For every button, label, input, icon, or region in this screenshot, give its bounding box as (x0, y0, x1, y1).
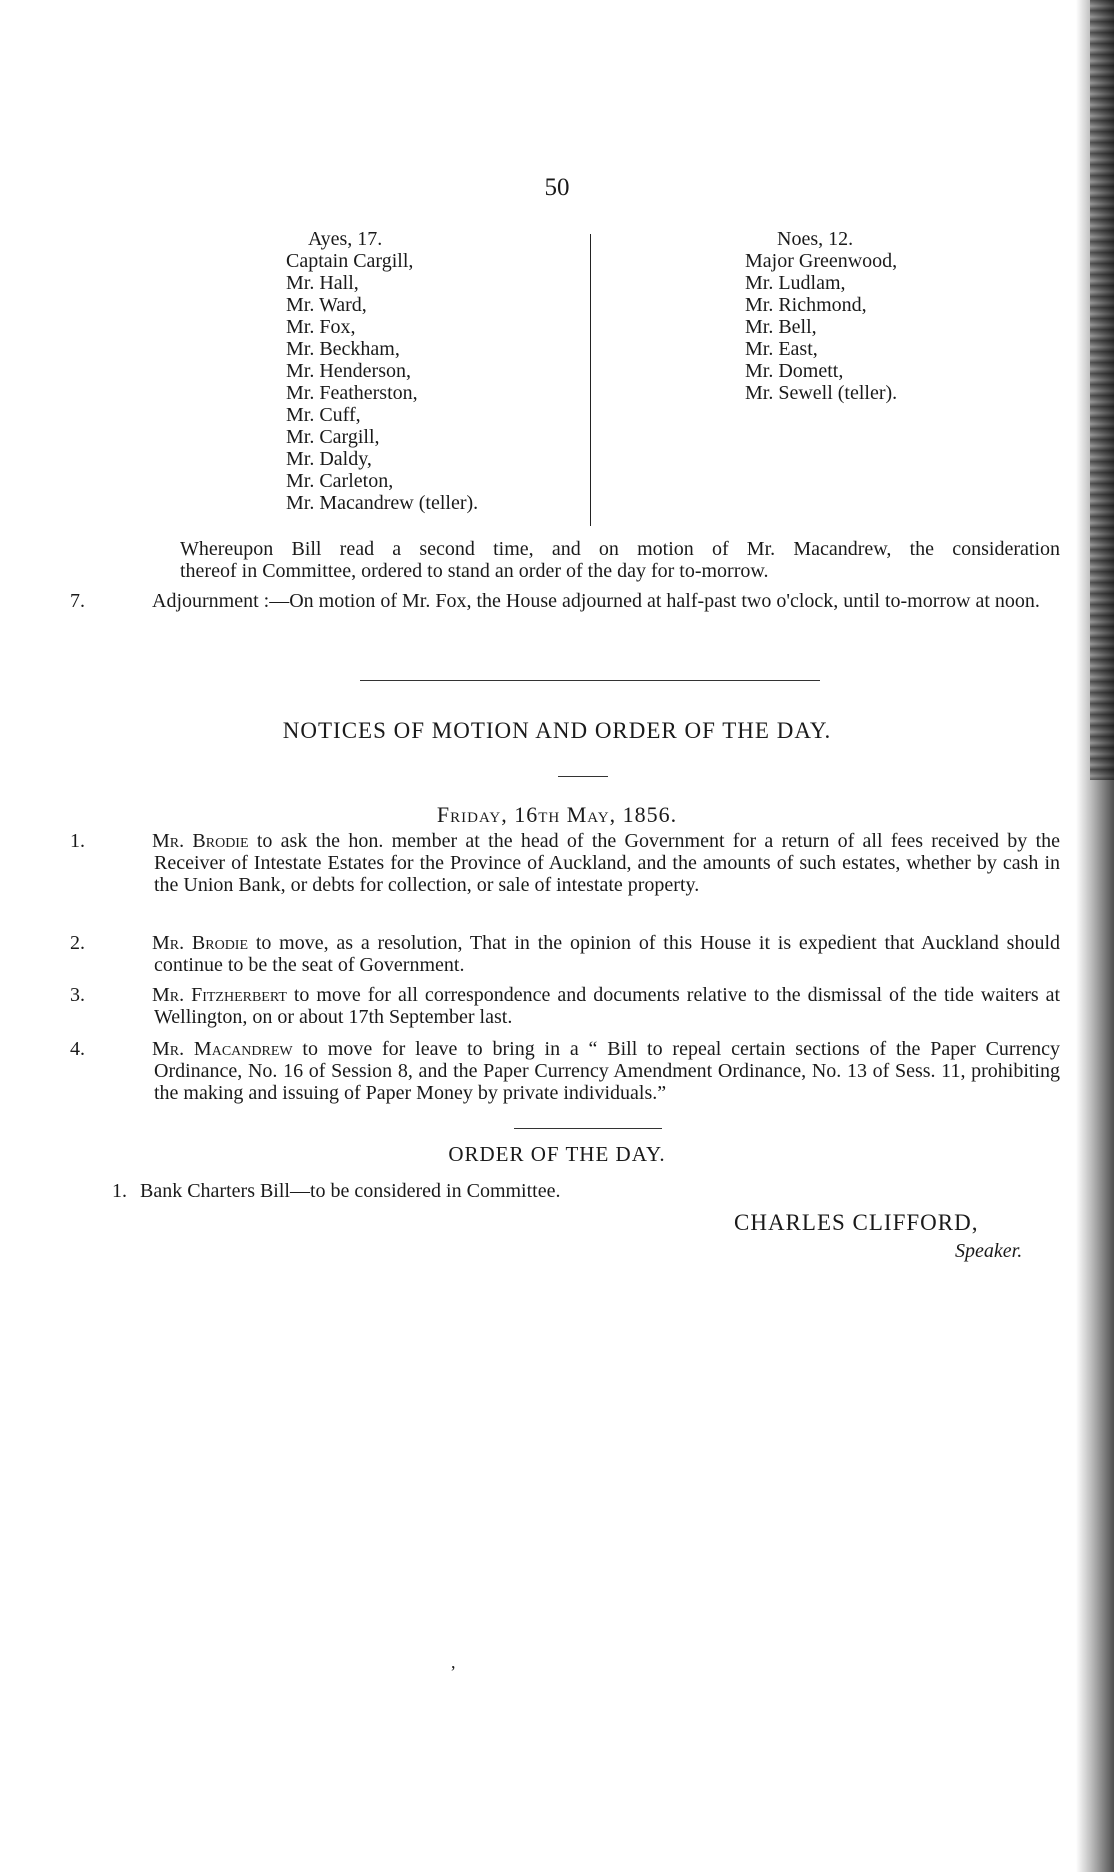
noes-member: Mr. Ludlam, (745, 272, 846, 294)
noes-member: Mr. Richmond, (745, 294, 867, 316)
section-divider (360, 680, 820, 681)
vote-divider (590, 234, 591, 526)
ayes-member: Mr. Hall, (286, 272, 359, 294)
adjournment-text: Adjournment :—On motion of Mr. Fox, the House adjourned at half-past two o'clock, until to-morrow at noon. (152, 590, 1040, 612)
ayes-member: Mr. Henderson, (286, 360, 411, 382)
ayes-member: Captain Cargill, (286, 250, 414, 272)
adjournment-item (70, 590, 1060, 612)
whereupon-line-2: thereof in Committee, ordered to stand an order of the day for to-morrow. (180, 560, 769, 582)
whereupon-line-1: Whereupon Bill read a second time, and on motion of Mr. Macandrew, the consideration (180, 538, 1060, 560)
noes-column (745, 228, 897, 404)
signature-name: CHARLES CLIFFORD, (734, 1210, 979, 1235)
ayes-member: Mr. Daldy, (286, 448, 372, 470)
motion-number: 1. (70, 830, 85, 852)
date-line: Friday, 16th May, 1856. (436, 802, 678, 827)
whereupon-paragraph (180, 538, 1060, 582)
order-text: Bank Charters Bill—to be considered in Committee. (140, 1180, 561, 1202)
ayes-member: Mr. Macandrew (teller). (286, 492, 479, 514)
page-edge-texture (1090, 0, 1114, 780)
motion-item (70, 830, 1061, 896)
motion-text: to move, as a resolution, That in the opinion of this House it is expedient that Auckland should continue to be the seat of Government. (154, 932, 1061, 976)
short-divider (558, 776, 608, 777)
ayes-member: Mr. Fox, (286, 316, 356, 338)
order-divider (514, 1128, 662, 1129)
stray-mark: , (451, 1652, 456, 1672)
order-item (112, 1180, 560, 1203)
noes-member: Mr. Bell, (745, 316, 817, 338)
order-heading: ORDER OF THE DAY. (448, 1142, 666, 1166)
motion-member: Mr. Brodie (152, 830, 249, 852)
notices-heading: NOTICES OF MOTION AND ORDER OF THE DAY. (282, 718, 832, 743)
motion-item (70, 984, 1061, 1028)
signature-title: Speaker. (955, 1240, 1023, 1262)
motion-number: 2. (70, 932, 85, 954)
noes-member: Mr. Sewell (teller). (745, 382, 898, 404)
ayes-member: Mr. Cargill, (286, 426, 380, 448)
page-number: 50 (544, 174, 570, 201)
order-number: 1. (112, 1180, 127, 1202)
ayes-column (286, 228, 478, 514)
motion-member: Mr. Brodie (152, 932, 249, 954)
ayes-member: Mr. Ward, (286, 294, 367, 316)
noes-member: Mr. East, (745, 338, 818, 360)
ayes-member: Mr. Cuff, (286, 404, 361, 426)
ayes-member: Mr. Beckham, (286, 338, 400, 360)
motion-text: to move for leave to bring in a “ Bill to repeal certain sections of the Paper Currency Ordinance, No. 16 of Session 8, and the Paper Currency Amendment Ordinance, No. 13 of Sess. 11, prohibiting the making and issuing of Paper Money by private individuals.” (154, 1038, 1060, 1104)
motion-item (70, 932, 1061, 976)
ayes-heading: Ayes, 17. (308, 228, 383, 250)
ayes-member: Mr. Featherston, (286, 382, 418, 404)
item-number: 7. (70, 590, 85, 612)
noes-heading: Noes, 12. (777, 228, 854, 250)
motion-item (70, 1038, 1060, 1104)
motion-text: to move for all correspondence and documents relative to the dismissal of the tide waiters at Wellington, on or about 17th September last. (154, 984, 1061, 1028)
motion-member: Mr. Macandrew (152, 1038, 293, 1060)
motion-number: 3. (70, 984, 85, 1006)
noes-member: Major Greenwood, (745, 250, 898, 272)
motion-member: Mr. Fitzherbert (152, 984, 287, 1006)
ayes-member: Mr. Carleton, (286, 470, 394, 492)
motion-text: to ask the hon. member at the head of the Government for a return of all fees received by the Receiver of Intestate Estates for the Province of Auckland, and the amounts of such estates, whether by cash in the Union Bank, or debts for collection, or sale of intestate property. (154, 830, 1061, 896)
noes-member: Mr. Domett, (745, 360, 844, 382)
motion-number: 4. (70, 1038, 85, 1060)
